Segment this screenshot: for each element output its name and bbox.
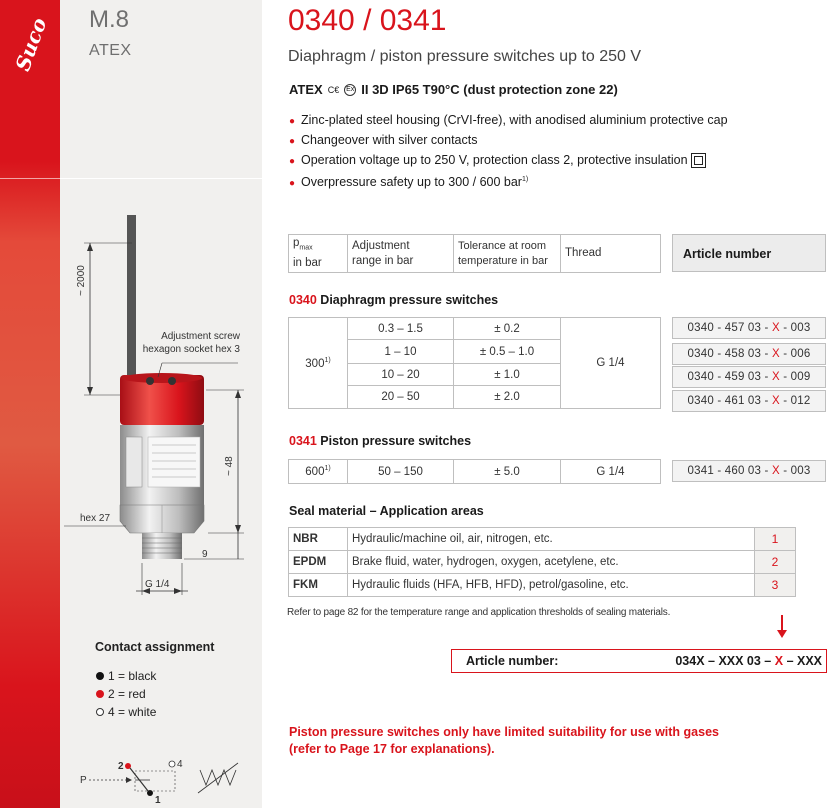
contact-title: Contact assignment <box>95 640 215 654</box>
switch-symbol-icon <box>80 755 250 805</box>
contact-list <box>96 667 156 721</box>
tolerance-cell: ± 2.0 <box>454 386 561 409</box>
seal-desc: Brake fluid, water, hydrogen, oxygen, acetylene, etc. <box>348 551 755 574</box>
seal-reference-note: Refer to page 82 for the temperature range and application thresholds of sealing materials. <box>287 607 671 618</box>
article-number-cell: 0340 - 459 03 - X - 009 <box>672 366 826 388</box>
atex-marking: ATEX C€ Ex II 3D IP65 T90°C (dust protection zone 22) <box>289 82 618 97</box>
seal-table <box>288 527 796 597</box>
section-0340-title: 0340 Diaphragm pressure switches <box>289 293 499 307</box>
feature-item: ● Overpressure safety up to 300 / 600 bar$^{1)}$ <box>289 175 529 190</box>
black-dot-icon <box>96 672 104 680</box>
svg-text:2: 2 <box>118 761 124 772</box>
adj-screw-label-2: hexagon socket hex 3 <box>142 344 240 355</box>
range-cell: 20 – 50 <box>348 386 454 409</box>
spec-table-header <box>288 234 661 273</box>
range-cell: 10 – 20 <box>348 364 454 386</box>
contact-item-2: 2 = red <box>96 685 156 703</box>
tolerance-cell: ± 5.0 <box>454 460 561 484</box>
range-cell: 50 – 150 <box>348 460 454 484</box>
table-row <box>289 574 796 597</box>
brand-band <box>0 0 60 808</box>
cable <box>127 215 136 380</box>
contact-item-4: 4 = white <box>96 703 156 721</box>
atex-side-label: ATEX <box>89 42 132 59</box>
thread <box>142 533 182 559</box>
dim-height-label: ~ 2000 <box>76 265 87 296</box>
contact-item-1: 1 = black <box>96 667 156 685</box>
pmax-header: $p_{max}$ in bar <box>289 235 348 273</box>
seal-code: 3 <box>755 574 796 597</box>
model-label: M.8 <box>89 6 130 33</box>
svg-text:1: 1 <box>155 795 161 805</box>
dim-9-label: 9 <box>202 549 208 560</box>
pmax-cell: 300$^{1)}$ <box>289 318 348 409</box>
adj-screw-label-1: Adjustment screw <box>161 331 240 342</box>
feature-item: ● Changeover with silver contacts <box>289 133 478 147</box>
article-number-summary <box>451 649 827 673</box>
tolerance-cell: ± 1.0 <box>454 364 561 386</box>
article-number-cell: 0340 - 458 03 - X - 006 <box>672 343 826 365</box>
page-title: 0340 / 0341 <box>288 4 447 37</box>
ce-mark: C€ <box>327 84 340 95</box>
page-subtitle: Diaphragm / piston pressure switches up to 250 V <box>288 48 642 65</box>
svg-text:4: 4 <box>177 759 183 770</box>
red-dot-icon <box>96 690 104 698</box>
table-0341 <box>288 459 661 484</box>
table-0340 <box>288 317 661 409</box>
svg-text:P: P <box>80 775 87 786</box>
tolerance-cell: ± 0.2 <box>454 318 561 340</box>
adjustment-header: Adjustment range in bar <box>348 235 454 273</box>
ex-icon: Ex <box>344 84 356 96</box>
summary-value: 034X – XXX 03 – X – XXX <box>675 654 822 668</box>
gas-warning: Piston pressure switches only have limited suitability for use with gases (refer to Page 17 for explanations). <box>289 725 719 756</box>
suco-logo <box>4 14 56 74</box>
feature-list <box>289 110 728 190</box>
seal-name: NBR <box>289 528 348 551</box>
white-dot-icon <box>96 708 104 716</box>
tolerance-header: Tolerance at room temperature in bar <box>454 235 561 273</box>
feature-item: ● Operation voltage up to 250 V, protection class 2, protective insulation <box>289 150 728 170</box>
arrow-down-icon <box>774 613 790 639</box>
thread-cell: G 1/4 <box>561 318 661 409</box>
product-drawing <box>62 215 262 610</box>
seal-name: EPDM <box>289 551 348 574</box>
range-cell: 0.3 – 1.5 <box>348 318 454 340</box>
article-number-cell: 0341 - 460 03 - X - 003 <box>672 460 826 482</box>
svg-text:Suco: Suco <box>10 14 52 74</box>
article-number-cell: 0340 - 457 03 - X - 003 <box>672 317 826 339</box>
feature-item: ● Zinc-plated steel housing (CrVI-free), with anodised aluminium protective cap <box>289 113 728 127</box>
seal-desc: Hydraulic/machine oil, air, nitrogen, etc. <box>348 528 755 551</box>
dim-48-label: ~ 48 <box>224 456 235 476</box>
thread-header: Thread <box>561 235 661 273</box>
hex-label: hex 27 <box>80 513 111 524</box>
thread-cell: G 1/4 <box>561 460 661 484</box>
table-row <box>289 551 796 574</box>
section-0341-title: 0341 Piston pressure switches <box>289 434 472 448</box>
seal-title: Seal material – Application areas <box>289 504 484 518</box>
seal-code: 2 <box>755 551 796 574</box>
seal-code: 1 <box>755 528 796 551</box>
panel-divider <box>60 178 262 179</box>
pmax-cell: 600$^{1)}$ <box>289 460 348 484</box>
article-number-header: Article number <box>672 234 826 272</box>
table-row <box>289 528 796 551</box>
article-number-cell: 0340 - 461 03 - X - 012 <box>672 390 826 412</box>
seal-name: FKM <box>289 574 348 597</box>
band-divider <box>0 178 60 179</box>
thread-dim-label: G 1/4 <box>145 579 170 590</box>
protective-insulation-icon <box>691 153 706 168</box>
seal-desc: Hydraulic fluids (HFA, HFB, HFD), petrol/gasoline, etc. <box>348 574 755 597</box>
tolerance-cell: ± 0.5 – 1.0 <box>454 340 561 364</box>
range-cell: 1 – 10 <box>348 340 454 364</box>
summary-label: Article number: <box>466 654 559 668</box>
